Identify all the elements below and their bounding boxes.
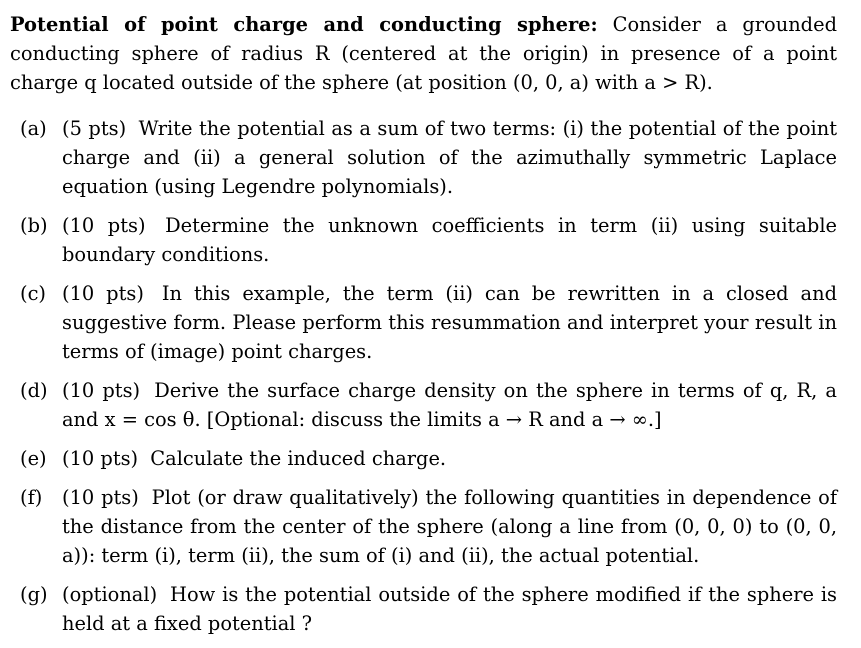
problem-part-c xyxy=(10,279,837,366)
part-text: Determine the unknown coefficients in term (ii) using suitable boundary conditions. xyxy=(62,214,838,266)
problem-part-g xyxy=(10,580,837,638)
part-points: (optional) xyxy=(62,583,158,606)
part-label: (a) xyxy=(20,117,47,140)
part-label: (b) xyxy=(20,214,48,237)
part-text: Calculate the induced charge. xyxy=(150,447,447,470)
part-points: (10 pts) xyxy=(62,447,139,470)
part-body xyxy=(62,114,837,201)
part-body xyxy=(62,483,837,570)
part-points: (10 pts) xyxy=(62,214,146,237)
problem-part-b xyxy=(10,211,837,269)
problem-intro xyxy=(10,10,837,97)
part-label: (f) xyxy=(20,486,43,509)
part-text: In this example, the term (ii) can be rewritten in a closed and suggestive form. Please perform this resummation and interpret your result in terms of (image) point charges. xyxy=(62,282,837,363)
part-label: (d) xyxy=(20,379,48,402)
part-body xyxy=(62,376,837,434)
problem-heading: Potential of point charge and conducting sphere: xyxy=(10,13,598,36)
problem-part-f xyxy=(10,483,837,570)
part-points: (5 pts) xyxy=(62,117,127,140)
part-points: (10 pts) xyxy=(62,486,139,509)
part-points: (10 pts) xyxy=(62,379,141,402)
part-body xyxy=(62,444,837,473)
part-label: (g) xyxy=(20,583,48,606)
part-text: Plot (or draw qualitatively) the following quantities in dependence of the distance from the center of the sphere (along a line from (0, 0, 0) to (0, 0, a)): term (i), term (ii), the sum of (i) and (ii), the actual potential. xyxy=(62,486,837,567)
part-points: (10 pts) xyxy=(62,282,144,305)
part-text: How is the potential outside of the sphere modified if the sphere is held at a fixed potential ? xyxy=(62,583,837,635)
problem-part-e xyxy=(10,444,837,473)
part-label: (c) xyxy=(20,282,46,305)
part-body xyxy=(62,279,837,366)
problem-parts-list xyxy=(10,114,837,638)
problem-part-d xyxy=(10,376,837,434)
part-body xyxy=(62,580,837,638)
problem-intro-text: Consider a grounded conducting sphere of radius R (centered at the origin) in presence of a point charge q located outside of the sphere (at position (0, 0, a) with a > R). xyxy=(10,13,837,94)
part-body xyxy=(62,211,837,269)
part-text: Write the potential as a sum of two terms: (i) the potential of the point charge and (ii) a general solution of the azimuthally symmetric Laplace equation (using Legendre polynomials). xyxy=(62,117,837,198)
problem-part-a xyxy=(10,114,837,201)
part-text: Derive the surface charge density on the sphere in terms of q, R, a and x = cos θ. [Optional: discuss the limits a → R and a → ∞.] xyxy=(62,379,837,431)
part-label: (e) xyxy=(20,447,47,470)
